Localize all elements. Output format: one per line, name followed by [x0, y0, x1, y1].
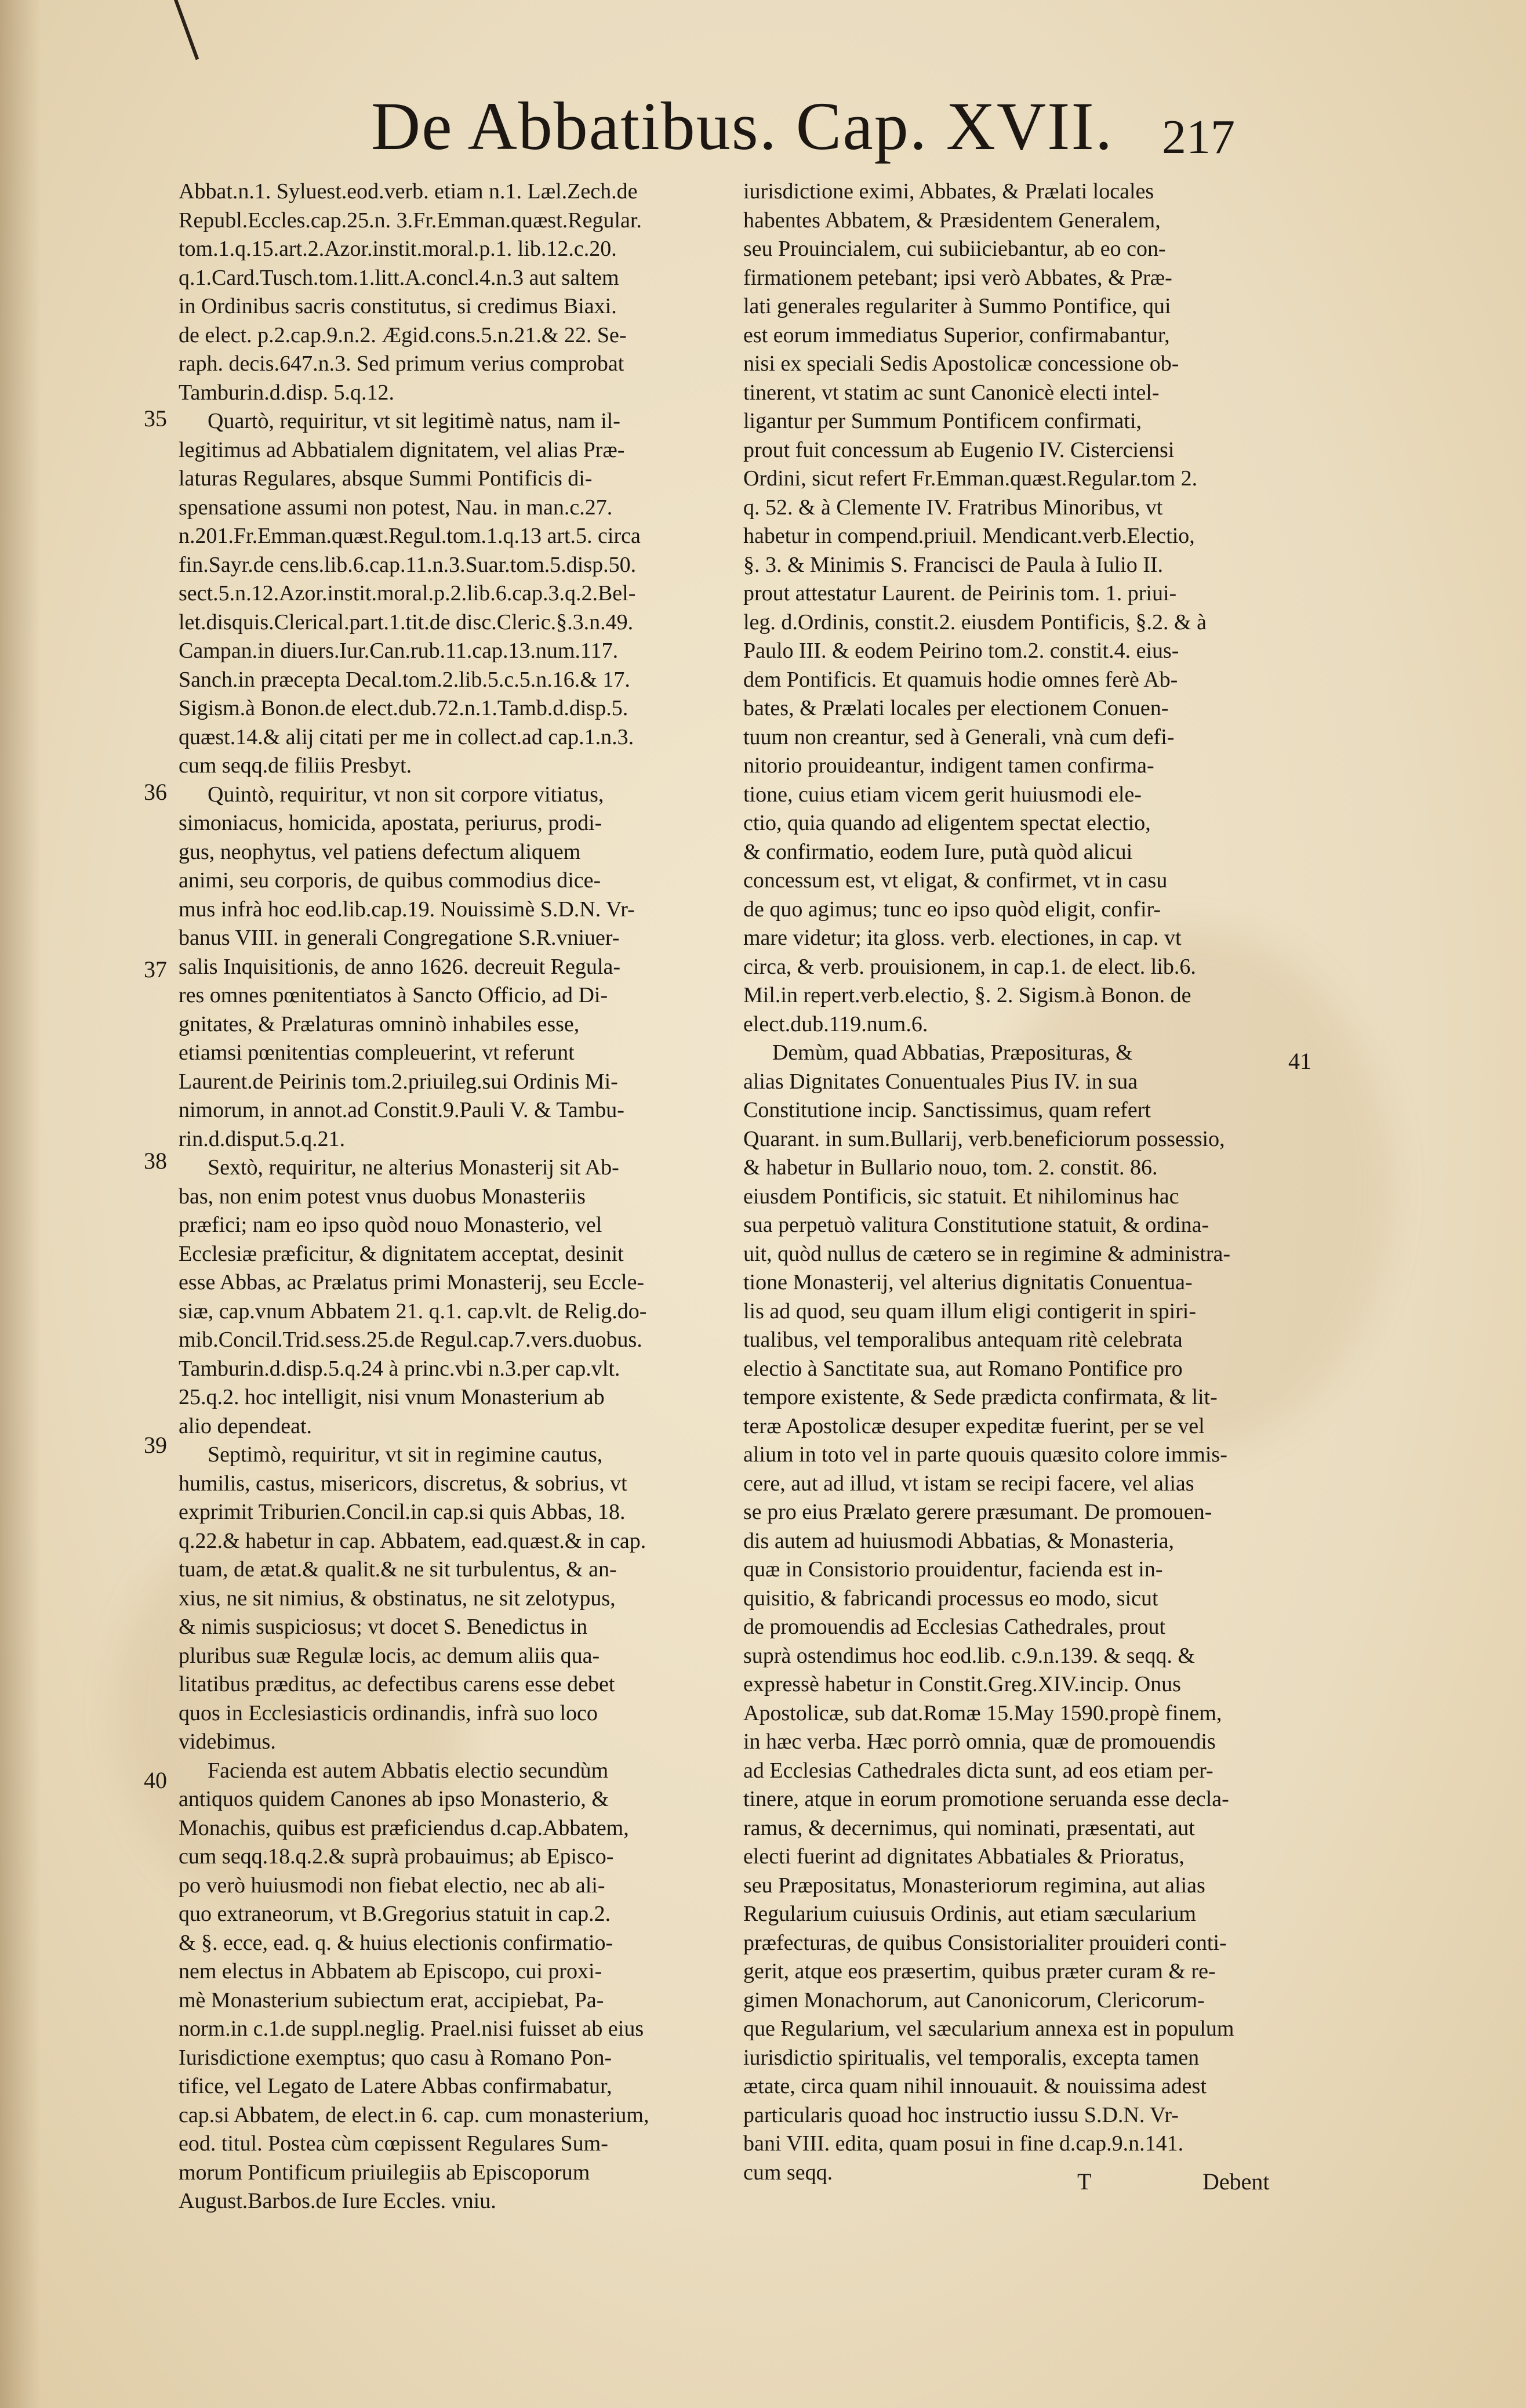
text-line: videbimus. [179, 1729, 276, 1754]
text-line: nisi ex speciali Sedis Apostolicæ concessione ob- [743, 351, 1179, 376]
text-line: bates, & Prælati locales per electionem Conuen- [743, 696, 1169, 720]
ink-mark [174, 0, 199, 60]
text-line: & nimis suspiciosus; vt docet S. Benedictus in [179, 1615, 588, 1639]
text-line: ætate, circa quam nihil innouauit. & nouissima adest [743, 2074, 1207, 2098]
text-line: alium in toto vel in parte quouis quæsito colore immis- [743, 1442, 1227, 1467]
text-line: n.201.Fr.Emman.quæst.Regul.tom.1.q.13 art.5. circa [179, 524, 641, 548]
text-line: raph. decis.647.n.3. Sed primum verius comprobat [179, 351, 624, 376]
text-line: q.22.& habetur in cap. Abbatem, ead.quæst.& in cap. [179, 1528, 646, 1553]
text-line: ligantur per Summum Pontificem confirmati, [743, 409, 1142, 433]
text-line: 25.q.2. hoc intelligit, nisi vnum Monasterium ab [179, 1385, 605, 1409]
text-line: cap.si Abbatem, de elect.in 6. cap. cum monasterium, [179, 2102, 649, 2127]
text-line: morum Pontificum priuilegiis ab Episcoporum [179, 2160, 590, 2185]
text-line: firmationem petebant; ipsi verò Abbates, & Præ- [743, 265, 1172, 290]
text-line: præfici; nam eo ipso quòd nouo Monasterio, vel [179, 1213, 602, 1237]
text-line: Abbat.n.1. Syluest.eod.verb. etiam n.1. Læl.Zech.de [179, 179, 638, 204]
text-line: Tamburin.d.disp.5.q.24 à princ.vbi n.3.per cap.vlt. [179, 1356, 620, 1381]
text-line: Sextò, requiritur, ne alterius Monasterij sit Ab- [208, 1155, 619, 1180]
text-line: exprimit Triburien.Concil.in cap.si quis Abbas, 18. [179, 1500, 626, 1524]
text-line: tuam, de ætat.& qualit.& ne sit turbulentus, & an- [179, 1557, 617, 1582]
text-line: salis Inquisitionis, de anno 1626. decreuit Regula- [179, 954, 620, 979]
text-line: Regularium cuiusuis Ordinis, aut etiam sæcularium [743, 1902, 1196, 1926]
running-head: De Abbatibus. Cap. XVII. [371, 88, 1114, 164]
margin-number-41: 41 [1288, 1048, 1311, 1074]
margin-number-35: 35 [144, 405, 167, 431]
text-line: sect.5.n.12.Azor.instit.moral.p.2.lib.6.cap.3.q.2.Bel- [179, 581, 636, 605]
text-line: dis autem ad huiusmodi Abbatias, & Monasteria, [743, 1528, 1175, 1553]
text-line: Sigism.à Bonon.de elect.dub.72.n.1.Tamb.d.disp.5. [179, 696, 628, 720]
text-line: res omnes pœnitentiatos à Sancto Officio, ad Di- [179, 983, 608, 1007]
text-line: seu Præpositatus, Monasteriorum regimina, aut alias [743, 1873, 1205, 1898]
text-line: iurisdictione eximi, Abbates, & Prælati locales [743, 179, 1154, 204]
text-line: habetur in compend.priuil. Mendicant.verb.Electio, [743, 524, 1195, 548]
text-line: quæ in Consistorio prouidentur, facienda est in- [743, 1557, 1163, 1582]
text-line: Tamburin.d.disp. 5.q.12. [179, 380, 395, 405]
text-line: §. 3. & Minimis S. Francisci de Paula à Iulio II. [743, 552, 1164, 577]
catchword: Debent [1202, 2168, 1270, 2195]
text-line: gnitates, & Prælaturas omninò inhabiles esse, [179, 1011, 580, 1036]
text-line: tifice, vel Legato de Latere Abbas confirmabatur, [179, 2074, 612, 2098]
text-line: que Regularium, vel sæcularium annexa est in populum [743, 2017, 1234, 2041]
text-line: nimorum, in annot.ad Constit.9.Pauli V. & Tambu- [179, 1098, 624, 1122]
text-line: Iurisdictione exemptus; quo casu à Romano Pon- [179, 2045, 612, 2070]
text-line: siæ, cap.vnum Abbatem 21. q.1. cap.vlt. de Relig.do- [179, 1299, 647, 1323]
text-line: & habetur in Bullario nouo, tom. 2. constit. 86. [743, 1155, 1158, 1180]
text-line: teræ Apostolicæ desuper expeditæ fuerint, per se vel [743, 1413, 1205, 1438]
text-line: laturas Regulares, absque Summi Pontificis di- [179, 466, 593, 491]
text-line: po verò huiusmodi non fiebat electio, nec ab ali- [179, 1873, 605, 1898]
text-line: etiamsi pœnitentias compleuerint, vt referunt [179, 1040, 575, 1065]
text-line: in Ordinibus sacris constitutus, si credimus Biaxi. [179, 294, 617, 318]
text-line: Paulo III. & eodem Peirino tom.2. constit.4. eius- [743, 639, 1179, 663]
page-number: 217 [1162, 110, 1235, 164]
text-line: quo extraneorum, vt B.Gregorius statuit in cap.2. [179, 1902, 611, 1926]
text-line: expressè habetur in Constit.Greg.XIV.incip. Onus [743, 1672, 1181, 1696]
text-line: prout attestatur Laurent. de Peirinis tom. 1. priui- [743, 581, 1177, 605]
text-line: Demùm, quad Abbatias, Præposituras, & [772, 1040, 1133, 1065]
text-line: electi fuerint ad dignitates Abbatiales & Prioratus, [743, 1844, 1185, 1869]
text-line: ad Ecclesias Cathedrales dicta sunt, ad eos etiam per- [743, 1758, 1213, 1783]
text-line: de elect. p.2.cap.9.n.2. Ægid.cons.5.n.21.& 22. Se- [179, 322, 627, 347]
text-line: fin.Sayr.de cens.lib.6.cap.11.n.3.Suar.tom.5.disp.50. [179, 552, 637, 577]
text-line: gimen Monachorum, aut Canonicorum, Clericorum- [743, 1988, 1205, 2012]
text-line: de promouendis ad Ecclesias Cathedrales, prout [743, 1615, 1166, 1639]
text-line: August.Barbos.de Iure Eccles. vniu. [179, 2189, 496, 2213]
text-line: gerit, atque eos præsertim, quibus præter curam & re- [743, 1959, 1216, 1983]
left-text-column [179, 177, 721, 2216]
text-line: & confirmatio, eodem Iure, putà quòd alicui [743, 839, 1133, 864]
text-line: prout fuit concessum ab Eugenio IV. Cisterciensi [743, 437, 1175, 462]
text-line: q.1.Card.Tusch.tom.1.litt.A.concl.4.n.3 aut saltem [179, 265, 619, 290]
text-line: est eorum immediatus Superior, confirmabantur, [743, 322, 1170, 347]
text-line: tom.1.q.15.art.2.Azor.instit.moral.p.1. lib.12.c.20. [179, 237, 617, 261]
margin-number-36: 36 [144, 779, 167, 805]
text-line: suprà ostendimus hoc eod.lib. c.9.n.139. & seqq. & [743, 1643, 1195, 1668]
text-line: litatibus præditus, ac defectibus carens esse debet [179, 1672, 615, 1696]
text-line: Facienda est autem Abbatis electio secundùm [208, 1758, 609, 1783]
text-line: bani VIII. edita, quam posui in fine d.cap.9.n.141. [743, 2131, 1184, 2156]
text-line: de quo agimus; tunc eo ipso quòd eligit, confir- [743, 897, 1161, 922]
text-line: q. 52. & à Clemente IV. Fratribus Minoribus, vt [743, 495, 1163, 520]
text-line: mare videtur; ita gloss. verb. electiones, in cap. vt [743, 926, 1182, 950]
margin-number-38: 38 [144, 1148, 167, 1174]
text-line: cum seqq.18.q.2.& suprà probauimus; ab Episco- [179, 1844, 614, 1869]
text-line: sua perpetuò valitura Constitutione statuit, & ordina- [743, 1213, 1209, 1237]
text-line: habentes Abbatem, & Præsidentem Generalem, [743, 208, 1161, 233]
text-line: Apostolicæ, sub dat.Romæ 15.May 1590.propè finem, [743, 1700, 1222, 1725]
text-line: tempore existente, & Sede prædicta confirmata, & lit- [743, 1385, 1218, 1409]
text-line: ctio, quia quando ad eligentem spectat electio, [743, 811, 1151, 835]
text-line: lati generales regulariter à Summo Pontifice, qui [743, 294, 1171, 318]
text-line: antiquos quidem Canones ab ipso Monasterio, & [179, 1787, 609, 1811]
text-line: Quartò, requiritur, vt sit legitimè natus, nam il- [208, 409, 620, 433]
text-line: elect.dub.119.num.6. [743, 1011, 928, 1036]
text-line: tuum non creantur, sed à Generali, vnà cum defi- [743, 724, 1175, 749]
text-line: quæst.14.& alij citati per me in collect.ad cap.1.n.3. [179, 724, 634, 749]
text-line: rin.d.disput.5.q.21. [179, 1126, 346, 1151]
text-line: Campan.in diuers.Iur.Can.rub.11.cap.13.num.117. [179, 639, 619, 663]
text-line: mus infrà hoc eod.lib.cap.19. Nouissimè S.D.N. Vr- [179, 897, 635, 922]
text-line: spensatione assumi non potest, Nau. in man.c.27. [179, 495, 613, 520]
text-line: tione Monasterij, vel alterius dignitatis Conuentua- [743, 1270, 1193, 1294]
text-line: se pro eius Prælato gerere præsumant. De promouen- [743, 1500, 1212, 1524]
text-line: gus, neophytus, vel patiens defectum aliquem [179, 839, 581, 864]
text-line: bas, non enim potest vnus duobus Monasteriis [179, 1184, 586, 1209]
text-line: esse Abbas, ac Prælatus primi Monasterij, seu Eccle- [179, 1270, 645, 1294]
text-line: cere, aut ad illud, vt istam se recipi facere, vel alias [743, 1471, 1194, 1496]
right-text-column [743, 177, 1285, 2187]
text-line: Constitutione incip. Sanctissimus, quam refert [743, 1098, 1151, 1122]
text-line: electio à Sanctitate sua, aut Romano Pontifice pro [743, 1356, 1183, 1381]
text-line: nem electus in Abbatem ab Episcopo, cui proxi- [179, 1959, 602, 1983]
text-line: Republ.Eccles.cap.25.n. 3.Fr.Emman.quæst.Regular. [179, 208, 642, 233]
text-line: uit, quòd nullus de cætero se in regimine & administra- [743, 1241, 1231, 1266]
text-line: humilis, castus, misericors, discretus, & sobrius, vt [179, 1471, 627, 1496]
text-line: pluribus suæ Regulæ locis, ac demum aliis qua- [179, 1643, 600, 1668]
text-line: legitimus ad Abbatialem dignitatem, vel alias Præ- [179, 437, 625, 462]
text-line: Sanch.in præcepta Decal.tom.2.lib.5.c.5.n.16.& 17. [179, 667, 630, 692]
text-line: eiusdem Pontificis, sic statuit. Et nihilominus hac [743, 1184, 1179, 1209]
text-line: Septimò, requiritur, vt sit in regimine cautus, [208, 1442, 603, 1467]
text-line: quisitio, & fabricandi processus eo modo, sicut [743, 1586, 1158, 1611]
text-line: tione, cuius etiam vicem gerit huiusmodi ele- [743, 782, 1142, 807]
text-line: banus VIII. in generali Congregatione S.R.vniuer- [179, 926, 620, 950]
page-edge-shadow [0, 0, 41, 2408]
text-line: in hæc verba. Hæc porrò omnia, quæ de promouendis [743, 1729, 1216, 1754]
text-line: alias Dignitates Conuentuales Pius IV. in sua [743, 1069, 1138, 1094]
text-line: Ecclesiæ præficitur, & dignitatem acceptat, desinit [179, 1241, 624, 1266]
text-line: simoniacus, homicida, apostata, periurus, prodi- [179, 811, 602, 835]
text-line: Laurent.de Peirinis tom.2.priuileg.sui Ordinis Mi- [179, 1069, 618, 1094]
text-line: cum seqq. [743, 2160, 833, 2185]
text-line: Mil.in repert.verb.electio, §. 2. Sigism.à Bonon. de [743, 983, 1191, 1007]
text-line: quos in Ecclesiasticis ordinandis, infrà suo loco [179, 1700, 598, 1725]
text-line: Quarant. in sum.Bullarij, verb.beneficiorum possessio, [743, 1126, 1225, 1151]
text-line: concessum est, vt eligat, & confirmet, vt in casu [743, 868, 1168, 893]
text-line: xius, ne sit nimius, & obstinatus, ne sit zelotypus, [179, 1586, 616, 1611]
text-line: alio dependeat. [179, 1413, 313, 1438]
text-line: nitorio prouideantur, indigent tamen confirma- [743, 753, 1154, 778]
signature-mark: T [1077, 2168, 1092, 2195]
text-line: leg. d.Ordinis, constit.2. eiusdem Pontificis, §.2. & à [743, 610, 1207, 634]
text-line: dem Pontificis. Et quamuis hodie omnes ferè Ab- [743, 667, 1178, 692]
margin-number-37: 37 [144, 956, 167, 982]
text-line: let.disquis.Clerical.part.1.tit.de disc.Cleric.§.3.n.49. [179, 610, 634, 634]
text-line: lis ad quod, seu quam illum eligi contigerit in spiri- [743, 1299, 1197, 1323]
text-line: præfecturas, de quibus Consistorialiter prouideri conti- [743, 1930, 1227, 1955]
text-line: circa, & verb. prouisionem, in cap.1. de elect. lib.6. [743, 954, 1196, 979]
text-line: Monachis, quibus est præficiendus d.cap.Abbatem, [179, 1815, 629, 1840]
text-line: Ordini, sicut refert Fr.Emman.quæst.Regular.tom 2. [743, 466, 1198, 491]
text-line: tualibus, vel temporalibus antequam ritè celebrata [743, 1328, 1183, 1352]
text-line: animi, seu corporis, de quibus commodius dice- [179, 868, 601, 893]
text-line: mè Monasterium subiectum erat, accipiebat, Pa- [179, 1988, 604, 2012]
text-line: ramus, & decernimus, qui nominati, præsentati, aut [743, 1815, 1195, 1840]
text-line: Quintò, requiritur, vt non sit corpore vitiatus, [208, 782, 604, 807]
text-line: mib.Concil.Trid.sess.25.de Regul.cap.7.vers.duobus. [179, 1328, 642, 1352]
text-line: & §. ecce, ead. q. & huius electionis confirmatio- [179, 1930, 613, 1955]
text-line: particularis quoad hoc instructio iussu S.D.N. Vr- [743, 2102, 1179, 2127]
margin-number-40: 40 [144, 1767, 167, 1793]
text-line: iurisdictio spiritualis, vel temporalis, excepta tamen [743, 2045, 1200, 2070]
text-line: tinerent, vt statim ac sunt Canonicè electi intel- [743, 380, 1160, 405]
margin-number-39: 39 [144, 1432, 167, 1458]
text-line: norm.in c.1.de suppl.neglig. Prael.nisi fuisset ab eius [179, 2017, 644, 2041]
text-line: seu Prouincialem, cui subiiciebantur, ab eo con- [743, 237, 1166, 261]
text-line: tinere, atque in eorum promotione seruanda esse decla- [743, 1787, 1229, 1811]
text-line: eod. titul. Postea cùm cœpissent Regulares Sum- [179, 2131, 608, 2156]
text-line: cum seqq.de filiis Presbyt. [179, 753, 412, 778]
